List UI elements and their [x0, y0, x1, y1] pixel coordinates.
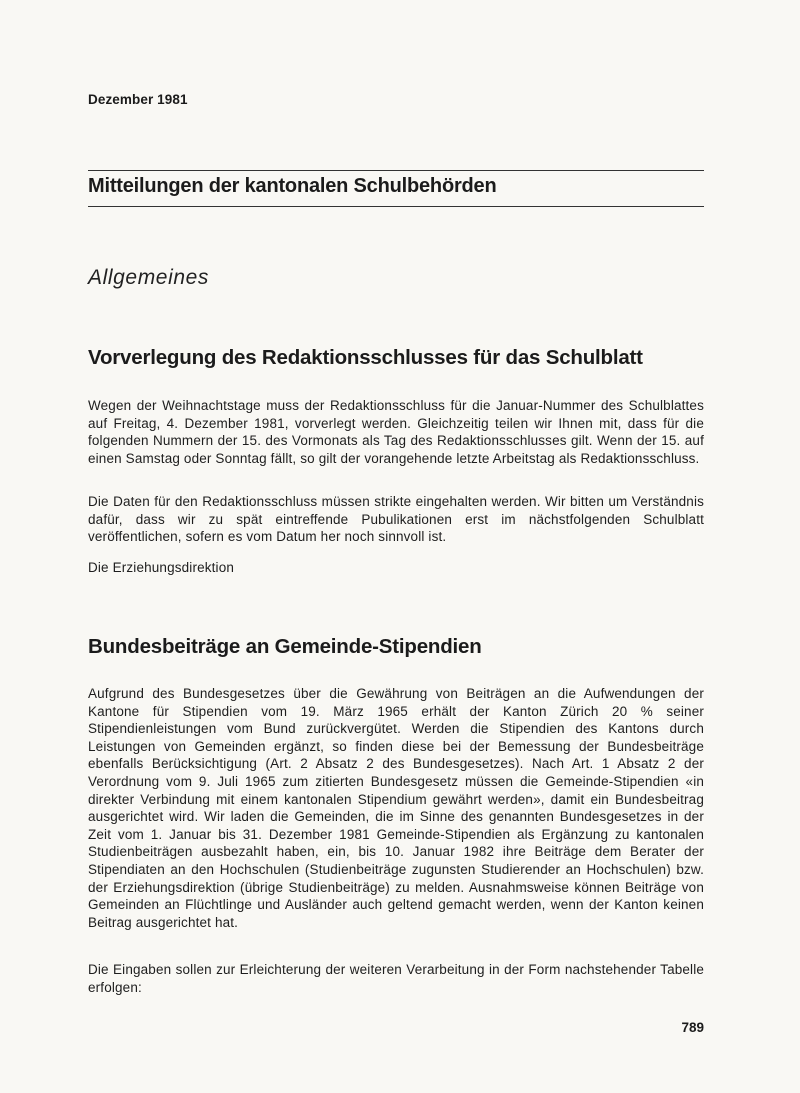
section-title: Mitteilungen der kantonalen Schulbehörden [88, 175, 497, 197]
article-title-redaktionsschluss: Vorverlegung des Redaktionsschlusses für das Schulblatt [88, 346, 643, 369]
issue-date: Dezember 1981 [88, 92, 188, 107]
article-1-signature: Die Erziehungsdirektion [88, 560, 235, 575]
section-rule-bottom [88, 206, 704, 207]
article-1-paragraph-2: Die Daten für den Redaktionsschluss müssen strikte eingehalten werden. Wir bitten um Verständnis dafür, dass wir zu spät eintreffende Pubulikationen erst im nächstfolgenden Schulblatt veröffentlichen, sofern es vom Datum her noch sinnvoll ist. [88, 494, 704, 545]
document-page [88, 0, 704, 1093]
article-2-paragraph-1: Aufgrund des Bundesgesetzes über die Gewährung von Beiträgen an die Aufwendungen der Kantone für Stipendien vom 19. März 1965 erhält der Kanton Zürich 20 % seiner Stipendienleistungen vom Bund zurückvergütet. Werden die Stipendien des Kantons durch Leistungen von Gemeinden ergänzt, so finden diese bei der Bemessung der Bundesbeiträge ebenfalls Berücksichtigung (Art. 2 Absatz 2 des Bundesgesetzes). Nach Art. 1 Absatz 2 der Verordnung vom 9. Juli 1965 zum zitierten Bundesgesetz müssen die Gemeinde-Stipendien «in direkter Verbindung mit einem kantonalen Stipendium gewährt werden», damit ein Bundesbeitrag ausgerichtet wird. Wir laden die Gemeinden, die im Sinne des genannten Bundesgesetzes in der Zeit vom 1. Januar bis 31. Dezember 1981 Gemeinde-Stipendien als Ergänzung zu kantonalen Studienbeiträgen ausbezahlt haben, ein, bis 10. Januar 1982 ihre Beiträge dem Berater der Stipendiaten an den Hochschulen (Studienbeiträge zugunsten Studierender an Hochschulen) bzw. der Erziehungsdirektion (übrige Studienbeiträge) zu melden. Ausnahmsweise können Beiträge von Gemeinden an Flüchtlinge und Ausländer auch geltend gemacht werden, wenn der Kanton keinen Beitrag ausgerichtet hat. [88, 686, 704, 930]
subsection-heading: Allgemeines [88, 266, 209, 289]
section-rule-top [88, 170, 704, 171]
article-1-paragraph-1: Wegen der Weihnachtstage muss der Redaktionsschluss für die Januar-Nummer des Schulblattes auf Freitag, 4. Dezember 1981, vorverlegt werden. Gleichzeitig teilen wir Ihnen mit, dass für die folgenden Nummern der 15. des Vormonats als Tag des Redaktionsschlusses gilt. Wenn der 15. auf einen Samstag oder Sonntag fällt, so gilt der vorangehende letzte Arbeitstag als Redaktionsschluss. [88, 398, 704, 466]
article-2-paragraph-2: Die Eingaben sollen zur Erleichterung der weiteren Verarbeitung in der Form nachstehender Tabelle erfolgen: [88, 962, 704, 995]
page-number: 789 [681, 1020, 704, 1035]
article-title-bundesbeitraege: Bundesbeiträge an Gemeinde-Stipendien [88, 635, 482, 658]
